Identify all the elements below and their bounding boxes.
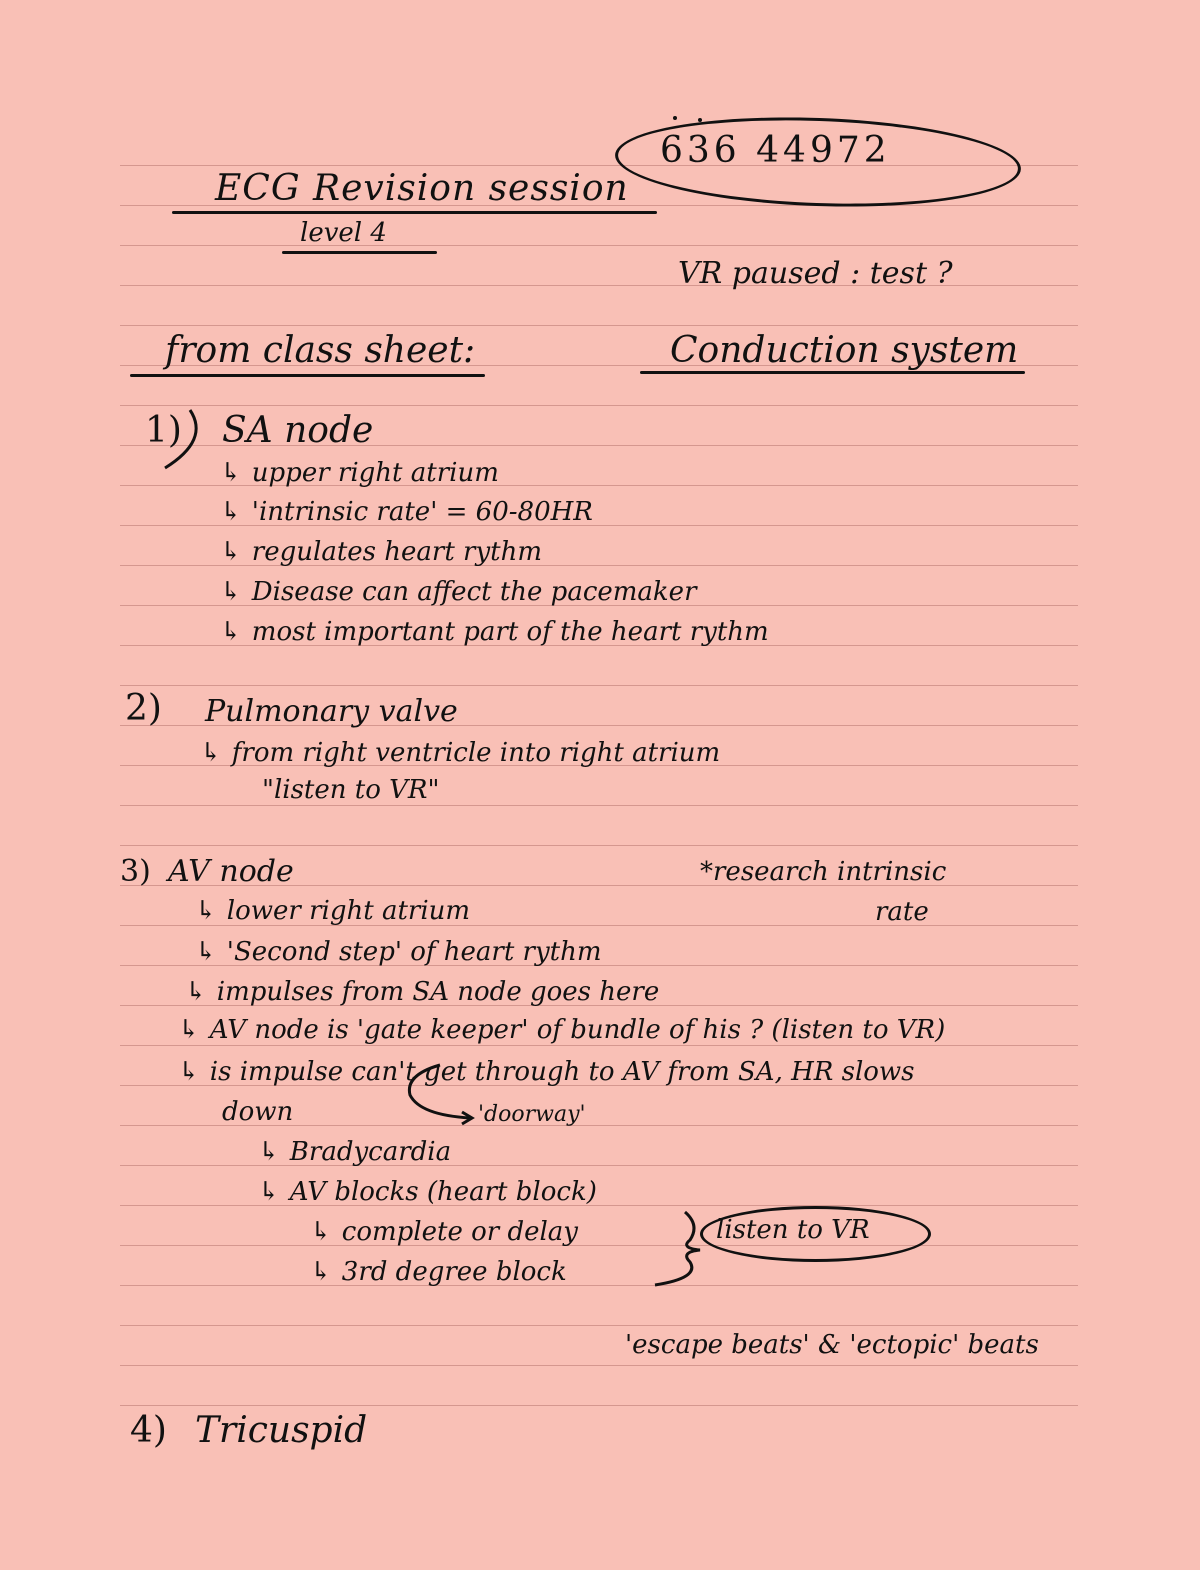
- list-item: ↳ from right ventricle into right atrium: [200, 738, 721, 768]
- doorway-arrow: [409, 1065, 470, 1118]
- arrow-icon: ↳: [185, 977, 207, 1007]
- doorway-note: 'doorway': [478, 1102, 586, 1127]
- section-1-number: 1): [145, 410, 182, 451]
- arrow-icon: ↳: [200, 738, 222, 768]
- list-item: ↳ Disease can affect the pacemaker: [220, 577, 697, 607]
- arrow-icon: ↳: [258, 1177, 280, 1207]
- list-item: ↳ most important part of the heart rythm: [220, 617, 769, 647]
- arrow-icon: ↳: [258, 1137, 280, 1167]
- arrow-icon: ↳: [220, 537, 242, 567]
- ink-dot: [673, 116, 677, 120]
- list-item: ↳ 'intrinsic rate' = 60-80HR: [220, 497, 593, 527]
- section-2-number: 2): [125, 688, 162, 729]
- arrow-icon: ↳: [195, 937, 217, 967]
- page-title: ECG Revision session: [215, 168, 629, 209]
- vr-note: VR paused : test ?: [678, 256, 953, 291]
- arrow-icon: ↳: [220, 577, 242, 607]
- section-4-number: 4): [130, 1410, 167, 1451]
- section-3-title: AV node: [168, 854, 294, 889]
- list-item: ↳ AV node is 'gate keeper' of bundle of his ? (listen to VR): [178, 1015, 946, 1045]
- arrow-icon: ↳: [220, 458, 242, 488]
- section-2-quote: "listen to VR": [262, 775, 440, 805]
- research-note-rate: rate: [875, 897, 929, 927]
- list-item: ↳ lower right atrium: [195, 896, 471, 926]
- listen-note: listen to VR: [716, 1215, 870, 1245]
- arrow-icon: ↳: [220, 617, 242, 647]
- list-item: ↳ Bradycardia: [258, 1137, 452, 1167]
- arrow-icon: ↳: [195, 896, 217, 926]
- list-item: ↳ impulses from SA node goes here: [185, 977, 660, 1007]
- arrow-icon: ↳: [220, 497, 242, 527]
- curly-brace: [655, 1212, 700, 1285]
- section-1-title: SA node: [222, 410, 374, 451]
- arrow-icon: ↳: [310, 1257, 332, 1287]
- level-label: level 4: [300, 218, 387, 248]
- arrow-icon: ↳: [178, 1015, 200, 1045]
- list-item: ↳ upper right atrium: [220, 458, 499, 488]
- phone-number: 636 44972: [660, 130, 891, 171]
- beats-note: 'escape beats' & 'ectopic' beats: [625, 1330, 1039, 1360]
- list-item: ↳ 3rd degree block: [310, 1257, 567, 1287]
- heading-conduction: Conduction system: [670, 330, 1019, 371]
- research-note: *research intrinsic: [700, 857, 947, 887]
- section-2-title: Pulmonary valve: [205, 694, 458, 729]
- list-item: ↳ complete or delay: [310, 1217, 578, 1247]
- heading-class-sheet: from class sheet:: [165, 330, 476, 371]
- list-item: ↳ is impulse can't get through to AV from SA, HR slows: [178, 1057, 915, 1087]
- list-item: ↳ 'Second step' of heart rythm: [195, 937, 602, 967]
- section-4-title: Tricuspid: [195, 1410, 368, 1451]
- section-3-number: 3): [120, 854, 151, 889]
- arrow-icon: ↳: [178, 1057, 200, 1087]
- continuation-text: down: [222, 1097, 294, 1127]
- ink-dot: [698, 118, 702, 122]
- arrow-icon: ↳: [310, 1217, 332, 1247]
- list-item: ↳ regulates heart rythm: [220, 537, 542, 567]
- section-1-bracket: [165, 410, 196, 468]
- list-item: ↳ AV blocks (heart block): [258, 1177, 597, 1207]
